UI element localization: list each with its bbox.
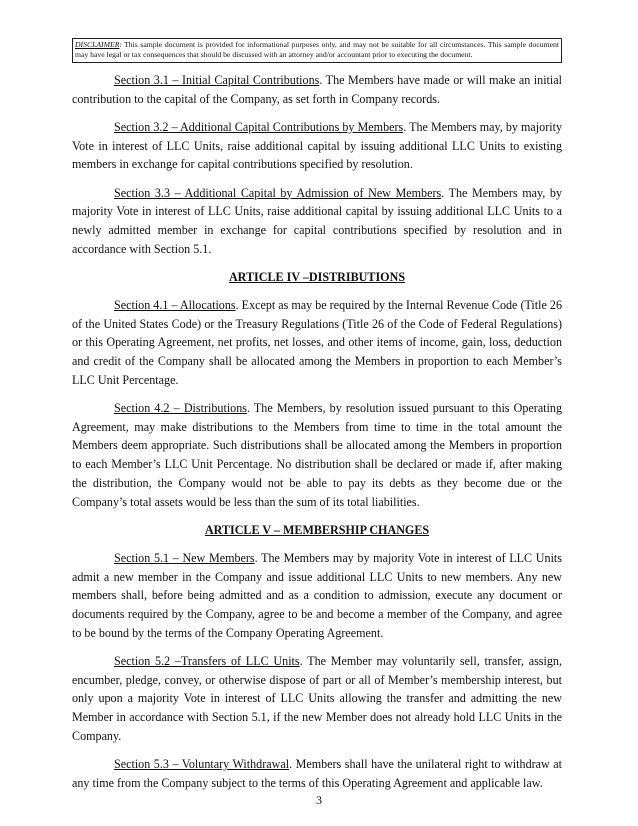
section-title: Section 3.2 – Additional Capital Contributions by Members: [114, 119, 404, 134]
disclaimer-label: DISCLAIMER: [75, 40, 120, 49]
section-text: . Members shall have the unilateral right to withdraw at any time from the Company subject to the terms of this Operating Agreement and applicable law.: [72, 757, 562, 790]
section-3-1: [72, 71, 562, 108]
section-5-1: [72, 549, 562, 643]
disclaimer-text: : This sample document is provided for informational purposes only, and may not be suitable for all circumstances. This sample document may have legal or tax consequences that should be discussed with an attorney and/or accountant prior to executing the document.: [75, 40, 559, 59]
section-title: Section 5.3 – Voluntary Withdrawal: [114, 757, 290, 771]
section-text: . The Member may voluntarily sell, transfer, assign, encumber, pledge, convey, or otherwise dispose of part or all of Member’s membership interest, but only upon a majority Vote in interest of LLC Units allowing the transfer and admitting the new Member in accordance with Section 5.1, if the new Member does not already hold LLC Units in the Company.: [72, 653, 562, 743]
section-5-2: [72, 652, 562, 746]
page-number: 3: [316, 793, 322, 807]
section-text: . Except as may be required by the Internal Revenue Code (Title 26 of the United States Code) or the Treasury Regulations (Title 26 of the Code of Federal Regulations) or this Operating Agreement, net profits, net losses, and other items of income, gain, loss, deduction and credit of the Company shall be allocated among the Members in proportion to each Member’s LLC Unit Percentage.: [72, 298, 562, 387]
section-3-2: [72, 118, 562, 174]
section-title: Section 5.2 –Transfers of LLC Units: [114, 653, 300, 668]
disclaimer-box: [72, 38, 562, 63]
article-iv-heading: ARTICLE IV –DISTRIBUTIONS: [228, 269, 406, 284]
section-3-3: [72, 184, 562, 259]
section-text: . The Members may, by majority Vote in interest of LLC Units, raise additional capital by issuing additional LLC Units to a newly admitted member in exchange for capital contributions specified by resolution and in accordance with Section 5.1.: [72, 185, 562, 256]
article-v-heading: ARTICLE V – MEMBERSHIP CHANGES: [204, 522, 430, 537]
section-4-2: [72, 399, 562, 511]
section-text: . The Members, by resolution issued pursuant to this Operating Agreement, may make distributions to the Members from time to time in the total amount the Members deem appropriate. Such distributions shall be allocated among the Members in proportion to each Member’s LLC Unit Percentage. No distribution shall be declared or made if, after making the distribution, the Company would not be able to pay its debts as they become due or the Company’s total assets would be less than the sum of its total liabilities.: [72, 401, 562, 509]
section-title: Section 5.1 – New Members: [114, 550, 255, 565]
section-text: . The Members may, by majority Vote in interest of LLC Units, raise additional capital by issuing additional LLC Units to existing members in exchange for capital contributions specified by resolution.: [72, 119, 563, 172]
section-title: Section 4.1 – Allocations: [114, 298, 236, 313]
section-title: Section 3.1 – Initial Capital Contributions: [114, 73, 320, 87]
section-title: Section 3.3 – Additional Capital by Admission of New Members: [114, 185, 442, 200]
section-text: . The Members have made or will make an initial contribution to the capital of the Company, as set forth in Company records.: [72, 73, 562, 106]
section-5-3: [72, 755, 562, 792]
document-body: [72, 71, 562, 802]
section-text: . The Members may by majority Vote in interest of LLC Units admit a new member in the Company and issue additional LLC Units to new members. Any new members shall, before being admitted and as a condition to admission, execute any document or documents required by the Company, agree to be and become a member of the Company, and agree to be bound by the terms of the Company Operating Agreement.: [72, 550, 562, 640]
section-title: Section 4.2 – Distributions: [114, 401, 247, 416]
section-4-1: [72, 296, 562, 390]
